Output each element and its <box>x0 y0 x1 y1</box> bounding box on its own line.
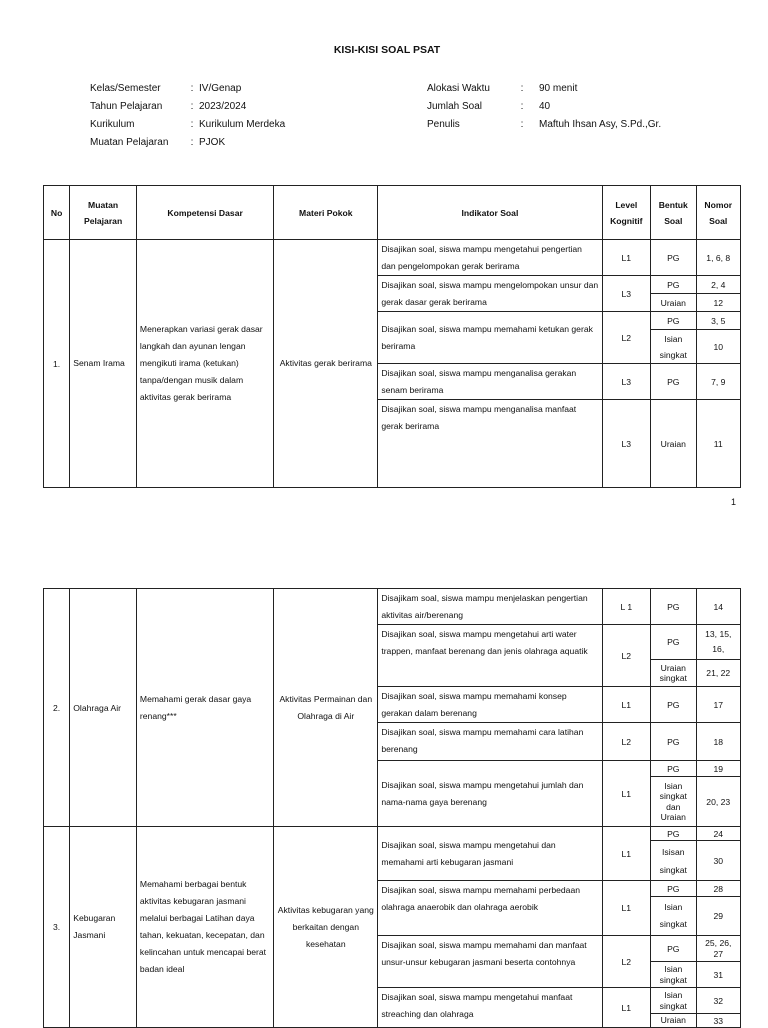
row-kd: Memahami gerak dasar gaya renang*** <box>136 589 273 827</box>
meta-colon: : <box>190 83 194 94</box>
meta-row-jumlah <box>427 98 661 116</box>
header-level: Level Kognitif <box>602 186 650 240</box>
row-kd: Menerapkan variasi gerak dasar langkah dan ayunan lengan mengikuti irama (ketukan) tanpa/dengan musik dalam aktivitas gerak berirama <box>136 240 273 488</box>
header-indikator: Indikator Soal <box>378 186 602 240</box>
indikator-cell: Disajikan soal, siswa mampu memahami dan manfaat unsur-unsur kebugaran jasmani beserta contohnya <box>378 936 602 988</box>
bentuk-cell: PG <box>651 761 696 777</box>
header-materi: Materi Pokok <box>274 186 378 240</box>
indikator-cell: Disajikan soal, siswa mampu menganalisa manfaat gerak berirama <box>378 400 602 488</box>
level-cell: L1 <box>602 240 650 276</box>
meta-value: 90 menit <box>539 83 578 94</box>
table-row <box>44 589 741 625</box>
level-cell: L1 <box>602 827 650 881</box>
meta-colon: : <box>190 101 194 112</box>
nomor-cell: 12 <box>696 294 741 312</box>
meta-left <box>90 80 285 152</box>
meta-row-kelas <box>90 80 285 98</box>
bentuk-cell: Isian singkat dan Uraian <box>651 777 696 827</box>
level-cell: L3 <box>602 276 650 312</box>
level-cell: L1 <box>602 687 650 723</box>
row-no: 1. <box>44 240 70 488</box>
nomor-cell: 1, 6, 8 <box>696 240 741 276</box>
meta-row-kurikulum <box>90 116 285 134</box>
indikator-cell: Disajikan soal, siswa mampu mengetahui arti water trappen, manfaat berenang dan jenis olahraga aquatik <box>378 625 602 687</box>
nomor-cell: 7, 9 <box>696 364 741 400</box>
bentuk-cell: Uraian <box>651 1014 696 1028</box>
bentuk-cell: Isian singkat <box>651 897 696 936</box>
page-number: 1 <box>730 497 736 507</box>
row-materi: Aktivitas Permainan dan Olahraga di Air <box>274 589 378 827</box>
nomor-cell: 17 <box>696 687 741 723</box>
row-muatan: Senam Irama <box>70 240 137 488</box>
meta-right <box>427 80 661 134</box>
meta-colon: : <box>520 83 524 94</box>
header-bentuk: Bentuk Soal <box>651 186 696 240</box>
bentuk-cell: Uraian <box>651 400 696 488</box>
indikator-cell: Disajikan soal, siswa mampu mengelompokan unsur dan gerak dasar gerak berirama <box>378 276 602 312</box>
row-materi: Aktivitas gerak berirama <box>274 240 378 488</box>
meta-colon: : <box>520 101 524 112</box>
grid-table-page2 <box>43 588 741 827</box>
bentuk-cell: PG <box>651 827 696 841</box>
level-cell: L3 <box>602 400 650 488</box>
level-cell: L1 <box>602 761 650 827</box>
meta-colon: : <box>520 119 524 130</box>
meta-key: Kurikulum <box>90 119 135 130</box>
indikator-cell: Disajikan soal, siswa mampu menganalisa gerakan senam berirama <box>378 364 602 400</box>
meta-value: IV/Genap <box>199 83 242 94</box>
bentuk-cell: PG <box>651 276 696 294</box>
bentuk-cell: PG <box>651 881 696 897</box>
row-muatan: Kebugaran Jasmani <box>70 827 137 1028</box>
level-cell: L3 <box>602 364 650 400</box>
bentuk-cell: PG <box>651 364 696 400</box>
nomor-cell: 19 <box>696 761 741 777</box>
row-no: 3. <box>44 827 70 1028</box>
nomor-cell: 31 <box>696 962 741 988</box>
row-no: 2. <box>44 589 70 827</box>
bentuk-cell: PG <box>651 240 696 276</box>
meta-value: PJOK <box>199 137 226 148</box>
level-cell: L2 <box>602 625 650 687</box>
table-row <box>44 240 741 276</box>
nomor-cell: 32 <box>696 988 741 1014</box>
nomor-cell: 20, 23 <box>696 777 741 827</box>
indikator-cell: Disajikan soal, siswa mampu memahami cara latihan berenang <box>378 723 602 761</box>
page-title: KISI-KISI SOAL PSAT <box>333 44 441 56</box>
row-materi: Aktivitas kebugaran yang berkaitan dengan kesehatan <box>274 827 378 1028</box>
row-muatan: Olahraga Air <box>70 589 137 827</box>
nomor-cell: 21, 22 <box>696 660 741 687</box>
meta-key: Muatan Pelajaran <box>90 137 169 148</box>
level-cell: L2 <box>602 936 650 988</box>
nomor-cell: 29 <box>696 897 741 936</box>
indikator-cell: Disajikan soal, siswa mampu memahami perbedaan olahraga anaerobik dan olahraga aerobik <box>378 881 602 936</box>
bentuk-cell: Uraian singkat <box>651 660 696 687</box>
level-cell: L 1 <box>602 589 650 625</box>
grid-table-page2-kebugaran <box>43 826 741 1028</box>
indikator-cell: Disajikan soal, siswa mampu mengetahui pengertian dan pengelompokan gerak berirama <box>378 240 602 276</box>
level-cell: L2 <box>602 723 650 761</box>
bentuk-cell: PG <box>651 589 696 625</box>
indikator-cell: Disajikan soal, siswa mampu memahami konsep gerakan dalam berenang <box>378 687 602 723</box>
nomor-cell: 18 <box>696 723 741 761</box>
bentuk-cell: PG <box>651 312 696 330</box>
level-cell: L1 <box>602 881 650 936</box>
header-muatan: Muatan Pelajaran <box>70 186 137 240</box>
meta-key: Penulis <box>427 119 460 130</box>
bentuk-cell: Uraian <box>651 294 696 312</box>
bentuk-cell: PG <box>651 936 696 962</box>
meta-row-penulis <box>427 116 661 134</box>
bentuk-cell: Isian singkat <box>651 330 696 364</box>
header-no: No <box>44 186 70 240</box>
meta-value: 40 <box>539 101 551 112</box>
indikator-cell: Disajikan soal, siswa mampu mengetahui jumlah dan nama-nama gaya berenang <box>378 761 602 827</box>
indikator-cell: Disajikan soal, siswa mampu mengetahui manfaat streaching dan olahraga <box>378 988 602 1028</box>
bentuk-cell: Isisan singkat <box>651 841 696 881</box>
indikator-cell: Disajikam soal, siswa mampu menjelaskan pengertian aktivitas air/berenang <box>378 589 602 625</box>
meta-key: Kelas/Semester <box>90 83 161 94</box>
nomor-cell: 30 <box>696 841 741 881</box>
meta-value: Maftuh Ihsan Asy, S.Pd.,Gr. <box>539 119 662 130</box>
header-nomor: Nomor Soal <box>696 186 741 240</box>
row-kd: Memahami berbagai bentuk aktivitas kebugaran jasmani melalui berbagai Latihan daya tahan, kekuatan, kecepatan, dan kelincahan untuk mencapai berat badan ideal <box>136 827 273 1028</box>
meta-colon: : <box>190 137 194 148</box>
meta-key: Tahun Pelajaran <box>90 101 163 112</box>
nomor-cell: 13, 15, 16, <box>696 625 741 660</box>
meta-value: Kurikulum Merdeka <box>199 119 286 130</box>
nomor-cell: 3, 5 <box>696 312 741 330</box>
level-cell: L1 <box>602 988 650 1028</box>
meta-row-alokasi <box>427 80 661 98</box>
nomor-cell: 24 <box>696 827 741 841</box>
meta-key: Alokasi Waktu <box>427 83 490 94</box>
grid-table-page1 <box>43 185 741 488</box>
indikator-cell: Disajikan soal, siswa mampu mengetahui dan memahami arti kebugaran jasmani <box>378 827 602 881</box>
nomor-cell: 28 <box>696 881 741 897</box>
table-row <box>44 827 741 841</box>
meta-row-tahun <box>90 98 285 116</box>
meta-row-muatan <box>90 134 285 152</box>
indikator-cell: Disajikan soal, siswa mampu memahami ketukan gerak berirama <box>378 312 602 364</box>
bentuk-cell: PG <box>651 687 696 723</box>
bentuk-cell: Isian singkat <box>651 962 696 988</box>
meta-colon: : <box>190 119 194 130</box>
meta-key: Jumlah Soal <box>427 101 483 112</box>
bentuk-cell: PG <box>651 625 696 660</box>
nomor-cell: 25, 26, 27 <box>696 936 741 962</box>
level-cell: L2 <box>602 312 650 364</box>
nomor-cell: 11 <box>696 400 741 488</box>
nomor-cell: 14 <box>696 589 741 625</box>
header-row <box>44 186 741 240</box>
nomor-cell: 10 <box>696 330 741 364</box>
meta-value: 2023/2024 <box>199 101 247 112</box>
header-kd: Kompetensi Dasar <box>136 186 273 240</box>
bentuk-cell: Isian singkat <box>651 988 696 1014</box>
nomor-cell: 2, 4 <box>696 276 741 294</box>
nomor-cell: 33 <box>696 1014 741 1028</box>
bentuk-cell: PG <box>651 723 696 761</box>
